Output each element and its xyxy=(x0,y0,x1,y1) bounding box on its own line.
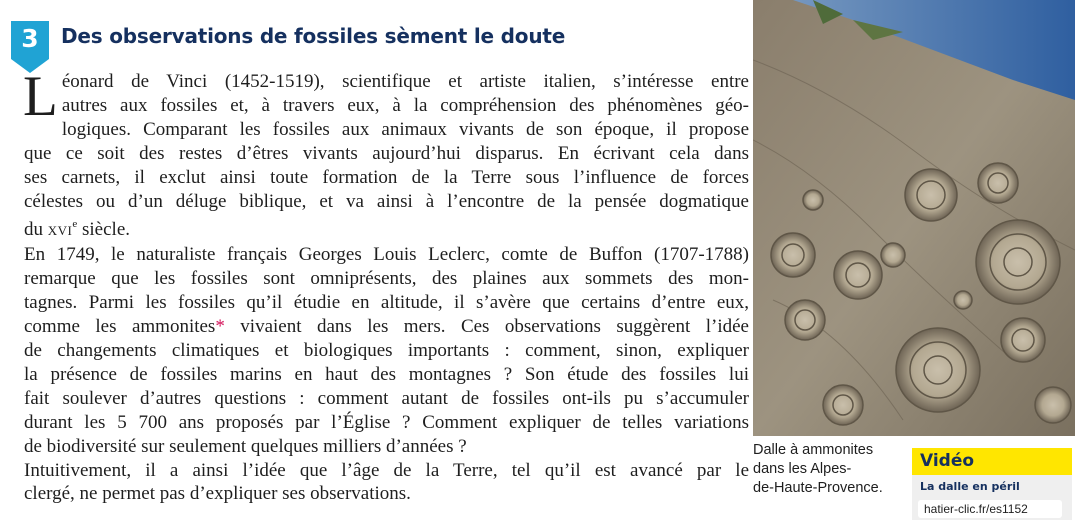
photo-caption xyxy=(753,441,913,498)
ammonite-slab-photo xyxy=(753,0,1075,436)
video-title: La dalle en péril xyxy=(920,480,1020,493)
text-line: remarque que les fossiles sont omniprésents, des plaines aux sommets des mon- xyxy=(24,268,749,290)
text-line: du XVIe siècle. xyxy=(24,218,131,241)
text-line: comme les ammonites* vivaient dans les mers. Ces observations suggèrent l’idée xyxy=(24,316,749,338)
video-label: Vidéo xyxy=(912,448,1072,475)
text-line: Intuitivement, il a ainsi l’idée que l’âge de la Terre, tel qu’il est avancé par le xyxy=(24,459,749,481)
caption-line: Dalle à ammonites xyxy=(753,442,874,458)
text-line: célestes ou d’un déluge biblique, et va ainsi à l’encontre de la pensée dogmatique xyxy=(24,190,749,212)
glossary-asterisk: * xyxy=(215,316,225,338)
text-line: éonard de Vinci (1452-1519), scientifique et artiste italien, s’intéresse entre xyxy=(61,71,749,92)
video-link[interactable]: hatier-clic.fr/es1152 xyxy=(918,500,1062,518)
text-line: ses carnets, il exclut ainsi toute formation de la Terre sous l’influence de forces xyxy=(24,166,749,188)
caption-line: dans les Alpes- xyxy=(753,461,852,477)
section-number: 3 xyxy=(21,24,39,53)
text-line: logiques. Comparant les fossiles aux animaux vivants de son époque, il propose xyxy=(61,118,749,140)
text-line: tagnes. Parmi les fossiles qu’il étudie en altitude, il s’avère que certains d’entre eux, xyxy=(24,292,749,314)
text-line: de changements climatiques et biologiques importants : comment, sinon, expliquer xyxy=(24,339,749,361)
section-title: Des observations de fossiles sèment le doute xyxy=(61,24,566,48)
text-line: la présence de fossiles marins en haut des montagnes ? Son étude des fossiles lui xyxy=(24,363,749,385)
text-line: de biodiversité sur seulement quelques milliers d’années ? xyxy=(24,435,467,457)
text-line: fait soulever d’autres questions : comment autant de fossiles ont-ils pu s’accumuler xyxy=(24,387,749,409)
drop-cap: L xyxy=(23,65,58,128)
text-line: autres aux fossiles et, à travers eux, à la compréhension des phénomènes géo- xyxy=(61,94,749,116)
video-box[interactable] xyxy=(912,448,1072,520)
text-line: que ce soit des restes d’êtres vivants aujourd’hui disparus. En écrivant cela dans xyxy=(24,142,749,164)
text-line: En 1749, le naturaliste français Georges Louis Leclerc, comte de Buffon (1707-1788) xyxy=(24,244,749,266)
text-line: clergé, ne permet pas d’expliquer ses observations. xyxy=(24,483,411,505)
body-text xyxy=(23,65,749,506)
roman-century: XVI xyxy=(47,223,73,239)
caption-line: de-Haute-Provence. xyxy=(753,480,883,496)
text-line: durant les 5 700 ans proposés par l’Église ? Comment expliquer de telles variations xyxy=(24,411,749,433)
